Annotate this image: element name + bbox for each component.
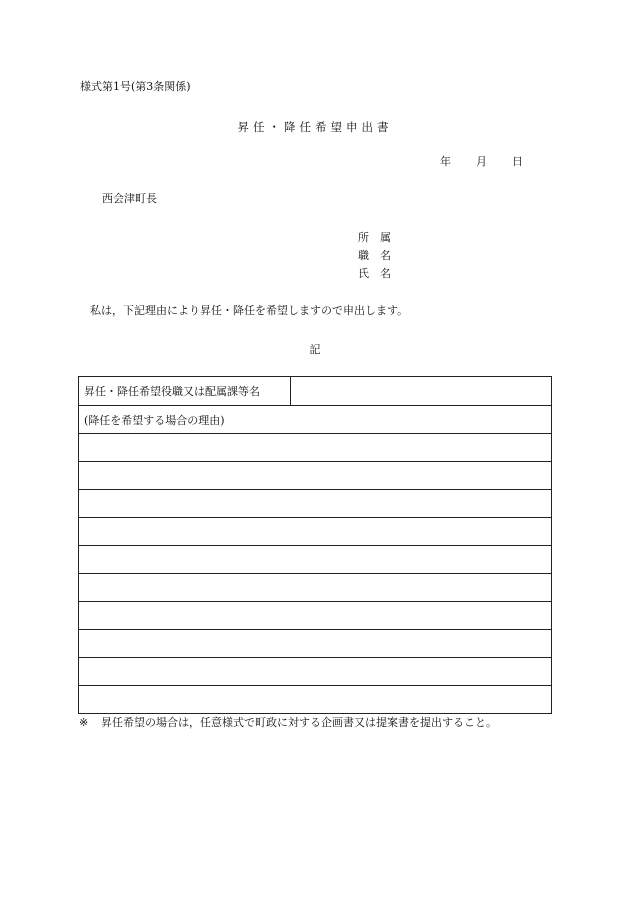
reason-line[interactable] [79,601,551,629]
date-day: 日 [512,155,523,168]
reason-line[interactable] [79,657,551,685]
reason-line[interactable] [79,573,551,601]
field-affiliation-char1: 所 [358,231,369,244]
field-affiliation-char2: 属 [380,231,391,244]
reason-line[interactable] [79,433,551,461]
reason-line[interactable] [79,685,551,713]
table-row-demotion-reason-label [79,405,551,433]
field-name-char1: 氏 [358,267,369,280]
reason-line[interactable] [79,517,551,545]
reason-line[interactable] [79,629,551,657]
field-position-char2: 名 [380,249,391,262]
document-title: 昇任・降任希望申出書 [237,120,393,134]
desired-position-label: 昇任・降任希望役職又は配属課等名 [79,377,291,405]
reference-mark-icon: ※ [79,716,89,729]
ki-heading: 記 [309,343,321,356]
date-line [440,155,523,169]
field-position [358,249,402,263]
reason-line[interactable] [79,489,551,517]
field-name [358,267,402,281]
footnote-text: 昇任希望の場合は，任意様式で町政に対する企画書又は提案書を提出すること。 [101,716,497,729]
addressee: 西会津町長 [102,192,157,205]
field-affiliation [358,231,402,245]
date-month: 月 [476,155,487,168]
footnote [79,716,497,730]
form-number: 様式第1号(第3条関係) [80,80,191,93]
table-row-desired-position [79,377,551,405]
field-position-char1: 職 [358,249,369,262]
request-table [78,376,552,714]
reason-line[interactable] [79,461,551,489]
reason-line[interactable] [79,545,551,573]
field-name-char2: 名 [380,267,391,280]
desired-position-value[interactable] [291,377,551,405]
date-year: 年 [440,155,451,168]
demotion-reason-label: (降任を希望する場合の理由) [84,413,225,427]
statement: 私は，下記理由により昇任・降任を希望しますので申出します。 [90,304,409,317]
